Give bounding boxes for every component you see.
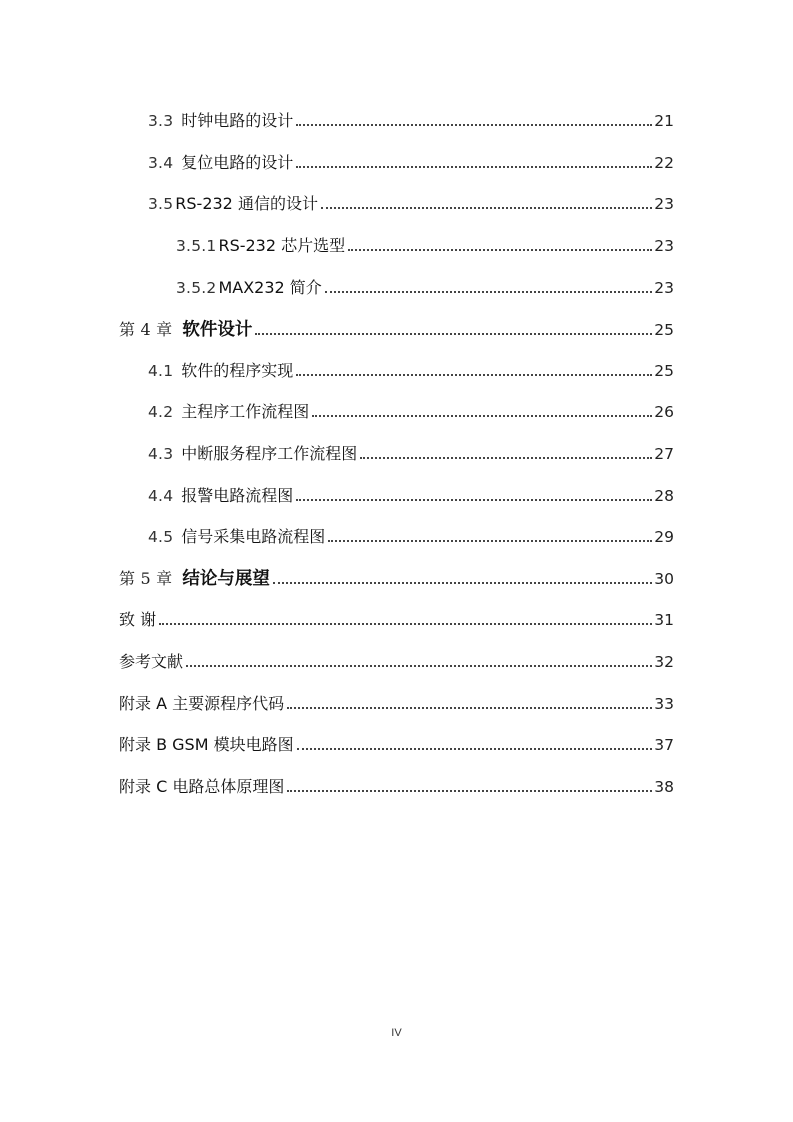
dot-leader [360, 457, 652, 459]
toc-entry-title: 结论与展望 [182, 569, 270, 589]
toc-entry-page: 27 [654, 445, 674, 463]
toc-entry-page: 21 [654, 112, 674, 130]
dot-leader [296, 374, 652, 376]
toc-entry-title: 时钟电路的设计 [181, 111, 294, 130]
toc-entry-4-2[interactable] [148, 396, 674, 422]
dot-leader [255, 333, 652, 335]
toc-entry-3-3[interactable] [148, 105, 674, 131]
toc-entry-chapter-5[interactable] [119, 563, 674, 589]
toc-entry-title: 信号采集电路流程图 [181, 527, 326, 546]
toc-entry-number: 第 4 章 [119, 320, 173, 339]
toc-entry-page: 26 [654, 403, 674, 421]
toc-entry-title: 附录 C 电路总体原理图 [119, 777, 285, 796]
toc-entry-3-5-1[interactable] [176, 230, 674, 256]
toc-entry-appendix-a[interactable] [119, 688, 674, 714]
toc-entry-title: 附录 A 主要源程序代码 [119, 694, 285, 713]
dot-leader [159, 623, 652, 625]
toc-entry-title: 报警电路流程图 [181, 486, 294, 505]
dot-leader [296, 166, 652, 168]
toc-entry-number: 3.5.2 [176, 279, 217, 297]
toc-entry-4-3[interactable] [148, 438, 674, 464]
toc-entry-page: 23 [654, 195, 674, 213]
toc-entry-4-4[interactable] [148, 480, 674, 506]
toc-entry-title: RS-232 通信的设计 [175, 194, 318, 213]
toc-entry-page: 29 [654, 528, 674, 546]
dot-leader [297, 748, 653, 750]
toc-entry-number: 3.4 [148, 154, 174, 172]
toc-entry-references[interactable] [119, 646, 674, 672]
toc-entry-title: 复位电路的设计 [181, 153, 294, 172]
toc-entry-4-1[interactable] [148, 355, 674, 381]
toc-entry-number: 4.4 [148, 487, 174, 505]
toc-entry-page: 30 [654, 570, 674, 588]
toc-entry-page: 38 [654, 778, 674, 796]
toc-entry-title: 软件设计 [182, 320, 253, 340]
toc-entry-title: 中断服务程序工作流程图 [181, 444, 358, 463]
toc-entry-number: 4.2 [148, 403, 174, 421]
toc-entry-page: 37 [654, 736, 674, 754]
toc-entry-3-5-2[interactable] [176, 272, 674, 298]
toc-entry-title: 致 谢 [119, 610, 157, 629]
toc-entry-number: 第 5 章 [119, 569, 173, 588]
dot-leader [273, 582, 652, 584]
toc-entry-acknowledgements[interactable] [119, 604, 674, 630]
toc-entry-appendix-c[interactable] [119, 771, 674, 797]
toc-entry-page: 33 [654, 695, 674, 713]
toc-entry-title: 软件的程序实现 [181, 361, 294, 380]
toc-entry-number: 3.5.1 [176, 237, 217, 255]
toc-entry-page: 25 [654, 321, 674, 339]
dot-leader [312, 415, 652, 417]
dot-leader [296, 124, 652, 126]
toc-entry-page: 31 [654, 611, 674, 629]
dot-leader [328, 540, 652, 542]
toc-entry-title: 主程序工作流程图 [181, 402, 310, 421]
dot-leader [186, 665, 652, 667]
dot-leader [321, 207, 652, 209]
dot-leader [348, 249, 652, 251]
toc-entry-number: 4.5 [148, 528, 174, 546]
toc-entry-number: 4.1 [148, 362, 174, 380]
toc-entry-page: 22 [654, 154, 674, 172]
toc-entry-appendix-b[interactable] [119, 729, 674, 755]
toc-entry-page: 25 [654, 362, 674, 380]
toc-entry-3-4[interactable] [148, 147, 674, 173]
toc-entry-page: 23 [654, 279, 674, 297]
toc-entry-title: MAX232 简介 [218, 278, 322, 297]
dot-leader [287, 790, 652, 792]
page-number: IV [391, 1027, 402, 1039]
dot-leader [296, 499, 652, 501]
toc-entry-number: 3.3 [148, 112, 174, 130]
toc-entry-page: 28 [654, 487, 674, 505]
dot-leader [325, 291, 652, 293]
toc-entry-number: 4.3 [148, 445, 174, 463]
dot-leader [287, 707, 652, 709]
toc-entry-3-5[interactable] [148, 188, 674, 214]
toc-entry-title: RS-232 芯片选型 [218, 236, 346, 255]
toc-entry-title: 参考文献 [119, 652, 184, 671]
toc-entry-page: 32 [654, 653, 674, 671]
toc-entry-4-5[interactable] [148, 521, 674, 547]
toc-entry-number: 3.5 [148, 195, 174, 213]
toc-entry-page: 23 [654, 237, 674, 255]
toc-entry-title: 附录 B GSM 模块电路图 [119, 735, 294, 754]
toc-entry-chapter-4[interactable] [119, 314, 674, 340]
